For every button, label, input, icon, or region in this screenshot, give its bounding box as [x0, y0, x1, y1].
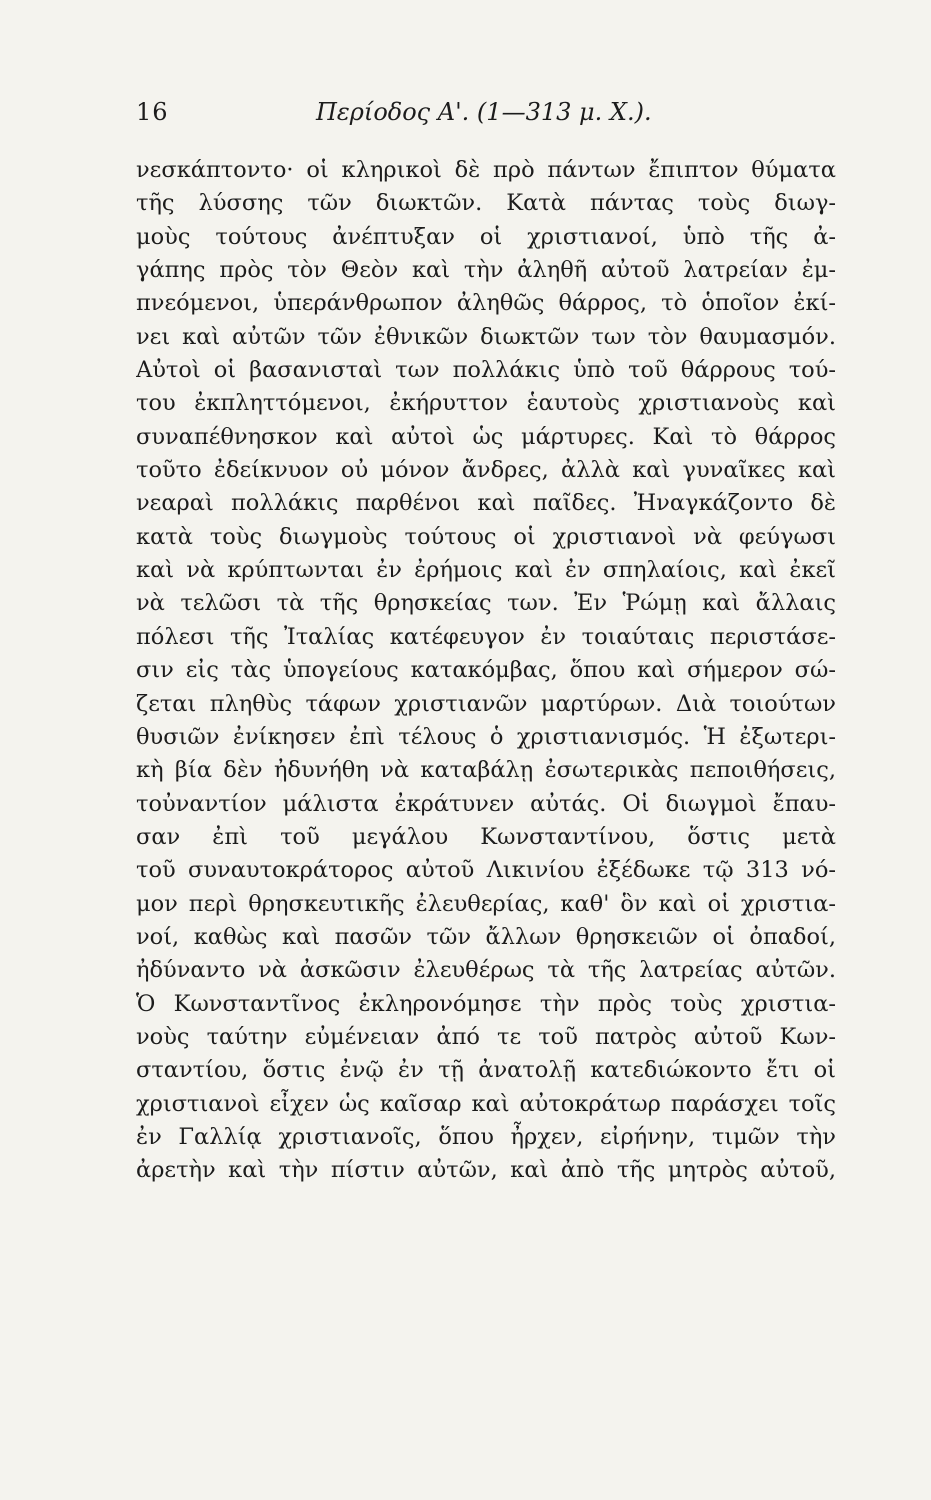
text-line: νοί, καθὼς καὶ πασῶν τῶν ἄλλων θρησκειῶν οἱ ὀπαδοί,	[136, 923, 836, 950]
text-line: πνεόμενοι, ὑπεράνθρωπον ἀληθῶς θάρρος, τὸ ὁποῖον ἐκί-	[136, 290, 836, 317]
text-line: θυσιῶν ἐνίκησεν ἐπὶ τέλους ὁ χριστιανισμός. Ἡ ἐξωτερι-	[136, 723, 836, 750]
text-line: ἐν Γαλλίᾳ χριστιανοῖς, ὅπου ἦρχεν, εἰρήνην, τιμῶν τὴν	[136, 1123, 836, 1150]
text-line: σιν εἰς τὰς ὑπογείους κατακόμβας, ὅπου καὶ σήμερον σώ-	[136, 657, 836, 684]
text-line: κατὰ τοὺς διωγμοὺς τούτους οἱ χριστιανοὶ νὰ φεύγωσι	[136, 523, 836, 550]
text-line: καὶ νὰ κρύπτωνται ἐν ἐρήμοις καὶ ἐν σπηλαίοις, καὶ ἐκεῖ	[136, 557, 836, 584]
text-line: νεσκάπτοντο· οἱ κληρικοὶ δὲ πρὸ πάντων ἔπιπτον θύματα	[136, 157, 836, 183]
text-line: σταντίου, ὅστις ἐνῷ ἐν τῇ ἀνατολῇ κατεδιώκοντο ἔτι οἱ	[136, 1057, 836, 1084]
page-header	[136, 98, 836, 138]
text-line: γάπης πρὸς τὸν Θεὸν καὶ τὴν ἀληθῆ αὐτοῦ λατρείαν ἐμ-	[136, 257, 836, 284]
body-text	[136, 154, 836, 1188]
text-line: σαν ἐπὶ τοῦ μεγάλου Κωνσταντίνου, ὅστις μετὰ	[136, 823, 836, 850]
text-line: Αὐτοὶ οἱ βασανισταὶ των πολλάκις ὑπὸ τοῦ θάρρους τού-	[136, 357, 836, 384]
text-line: χριστιανοὶ εἶχεν ὡς καῖσαρ καὶ αὐτοκράτωρ παράσχει τοῖς	[136, 1090, 836, 1117]
text-line: τοὐναντίον μάλιστα ἐκράτυνεν αὐτάς. Οἱ διωγμοὶ ἔπαυ-	[136, 790, 836, 817]
text-line: του ἐκπληττόμενοι, ἐκήρυττον ἑαυτοὺς χριστιανοὺς καὶ	[136, 390, 836, 417]
text-line: τῆς λύσσης τῶν διωκτῶν. Κατὰ πάντας τοὺς διωγ-	[136, 190, 836, 217]
text-line: νεαραὶ πολλάκις παρθένοι καὶ παῖδες. Ἠναγκάζοντο δὲ	[136, 490, 836, 517]
text-line: τοῦ συναυτοκράτορος αὐτοῦ Λικινίου ἐξέδωκε τῷ 313 νό-	[136, 857, 836, 884]
text-line: πόλεσι τῆς Ἰταλίας κατέφευγον ἐν τοιαύταις περιστάσε-	[136, 623, 836, 650]
text-line: Ὁ Κωνσταντῖνος ἐκληρονόμησε τὴν πρὸς τοὺς χριστια-	[136, 990, 836, 1017]
text-line: νοὺς ταύτην εὐμένειαν ἀπό τε τοῦ πατρὸς αὐτοῦ Κων-	[136, 1023, 836, 1050]
text-line: ζεται πληθὺς τάφων χριστιανῶν μαρτύρων. Διὰ τοιούτων	[136, 690, 836, 717]
text-line: μον περὶ θρησκευτικῆς ἐλευθερίας, καθ' ὃν καὶ οἱ χριστια-	[136, 890, 836, 917]
text-line: νει καὶ αὐτῶν τῶν ἐθνικῶν διωκτῶν των τὸν θαυμασμόν.	[136, 323, 836, 350]
text-line: ἀρετὴν καὶ τὴν πίστιν αὐτῶν, καὶ ἀπὸ τῆς μητρὸς αὐτοῦ,	[136, 1157, 836, 1184]
text-line: τοῦτο ἐδείκνυον οὐ μόνον ἄνδρες, ἀλλὰ καὶ γυναῖκες καὶ	[136, 457, 836, 484]
text-line: κὴ βία δὲν ἠδυνήθη νὰ καταβάλῃ ἐσωτερικὰς πεποιθήσεις,	[136, 757, 836, 784]
text-line: ἠδύναντο νὰ ἀσκῶσιν ἐλευθέρως τὰ τῆς λατρείας αὐτῶν.	[136, 957, 836, 984]
text-line: νὰ τελῶσι τὰ τῆς θρησκείας των. Ἐν Ῥώμῃ καὶ ἄλλαις	[136, 590, 836, 617]
running-title: Περίοδος Α'. (1—313 μ. Χ.).	[316, 98, 652, 126]
page-number: 16	[136, 98, 169, 126]
text-line: συναπέθνησκον καὶ αὐτοὶ ὡς μάρτυρες. Καὶ τὸ θάρρος	[136, 423, 836, 450]
text-line: μοὺς τούτους ἀνέπτυξαν οἱ χριστιανοί, ὑπὸ τῆς ἀ-	[136, 223, 836, 250]
